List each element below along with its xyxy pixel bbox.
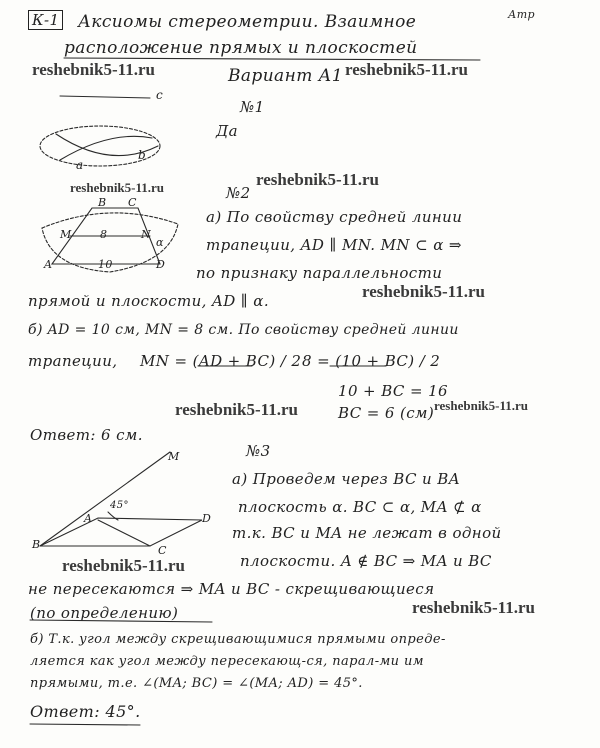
fig2-label-alpha: α	[156, 236, 164, 249]
task2-line-b2a: трапеции,	[28, 352, 118, 370]
fig2-label-d: D	[156, 258, 166, 271]
task3-line-6: (по определению)	[30, 604, 179, 622]
task2-calc-2: BC = 6 (см)	[338, 404, 435, 422]
corner-note: Атр	[508, 8, 536, 21]
fig3-label-b: B	[32, 538, 41, 551]
task2-line-a2: трапеции, AD ∥ MN. MN ⊂ α ⇒	[206, 236, 462, 254]
task3-line-7: б) Т.к. угол между скрещивающимися прямыми опреде-	[30, 632, 446, 647]
fig2-plane	[42, 213, 178, 272]
task3-line-3: т.к. BC и MA не лежат в одной	[232, 524, 502, 542]
task2-line-b1: б) AD = 10 см, MN = 8 см. По свойству средней линии	[28, 322, 459, 338]
task3-number: №3	[246, 442, 271, 460]
watermark: reshebnik5-11.ru	[412, 598, 535, 617]
fig1-label-a: a	[76, 158, 84, 172]
fig2-label-n: N	[141, 228, 152, 241]
fig3-label-d: D	[202, 512, 212, 525]
fig2-label-a: A	[44, 258, 53, 271]
watermark: reshebnik5-11.ru	[345, 60, 468, 79]
task3-line-1: а) Проведем через BC и BA	[232, 470, 460, 488]
fig1-line-b	[60, 136, 152, 160]
watermark: reshebnik5-11.ru	[362, 282, 485, 301]
fig3-label-m: M	[168, 450, 180, 463]
fig3-line-ma	[40, 452, 170, 546]
task3-line-9: прямыми, т.е. ∠(MA; BC) = ∠(MA; AD) = 45°.	[30, 676, 363, 691]
watermark: reshebnik5-11.ru	[175, 400, 298, 419]
task1-number: №1	[240, 98, 265, 116]
fig2-label-mn: 8	[100, 228, 108, 241]
task2-line-a1: а) По свойству средней линии	[206, 208, 463, 226]
task2-answer: Ответ: 6 см.	[30, 426, 143, 444]
task3-line-8: ляется как угол между пересекающ-ся, парал-ми им	[30, 654, 424, 669]
title-line-2: расположение прямых и плоскостей	[64, 38, 418, 58]
task2-number: №2	[226, 184, 251, 202]
fig3-label-c: C	[158, 544, 167, 557]
fig3-label-angle: 45°	[110, 500, 129, 511]
task3-line-5: не пересекаются ⇒ MA и BC - скрещивающиеся	[28, 580, 435, 598]
task2-frac-1: MN = (AD + BC) / 2	[140, 352, 302, 370]
watermark: reshebnik5-11.ru	[256, 170, 379, 189]
task2-calc-1: 10 + BC = 16	[338, 382, 448, 400]
task1-answer: Да	[216, 122, 238, 140]
fig3-label-a: A	[84, 512, 93, 525]
watermark: reshebnik5-11.ru	[62, 556, 185, 575]
task3-answer: Ответ: 45°.	[30, 702, 141, 721]
section-box: К-1	[28, 10, 63, 30]
fig2-label-c: C	[128, 196, 137, 209]
task2-frac-2: 8 = (10 + BC) / 2	[302, 352, 441, 370]
watermark: reshebnik5-11.ru	[434, 398, 529, 413]
title-line-1: Аксиомы стереометрии. Взаимное	[78, 12, 417, 32]
variant-label: Вариант А1	[228, 66, 344, 86]
watermark: reshebnik5-11.ru	[32, 60, 155, 79]
task3-line-4: плоскости. A ∉ BC ⇒ MA и BC	[240, 552, 492, 570]
answer-underline	[30, 724, 140, 725]
fig2-label-m: M	[60, 228, 72, 241]
task3-line-2: плоскость α. BC ⊂ α, MA ⊄ α	[238, 498, 482, 516]
task2-line-a4: прямой и плоскости, AD ∥ α.	[28, 292, 269, 310]
fig1-plane	[40, 126, 160, 166]
watermark: reshebnik5-11.ru	[70, 180, 165, 195]
task3-divider	[30, 620, 212, 622]
fig3-line-bc	[98, 520, 150, 546]
task2-line-a3: по признаку параллельности	[196, 264, 443, 282]
fig1-line-c	[60, 96, 150, 98]
fig2-label-b: B	[98, 196, 107, 209]
fig2-label-ad: 10	[98, 258, 113, 271]
fig1-label-b: b	[138, 148, 147, 162]
fig1-label-c: c	[156, 88, 164, 102]
title-underline	[64, 58, 480, 60]
